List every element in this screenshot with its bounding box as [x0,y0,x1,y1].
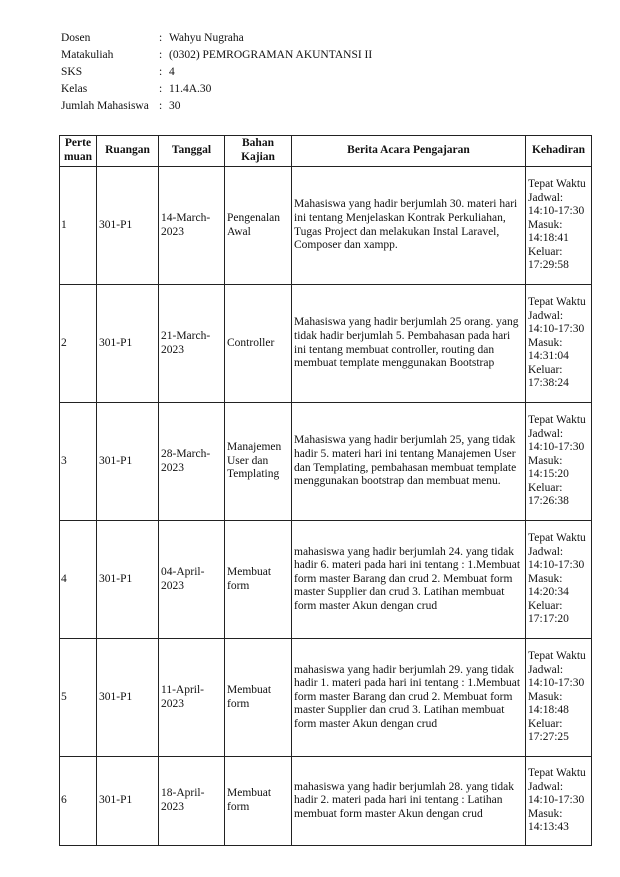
cell-kehadiran: Tepat Waktu Jadwal: 14:10-17:30 Masuk: 14:18:48 Keluar: 17:27:25 [526,639,592,757]
cell-pertemuan: 4 [60,521,97,639]
info-row-kelas [61,81,372,98]
info-row-matakuliah [61,47,372,64]
table-row [60,757,592,846]
column-header-tanggal: Tanggal [159,136,225,167]
cell-pertemuan: 2 [60,285,97,403]
cell-bahan-kajian: Membuat form [225,521,292,639]
table-row [60,521,592,639]
table-row [60,403,592,521]
column-header-berita-acara: Berita Acara Pengajaran [292,136,526,167]
info-value: (0302) PEMROGRAMAN AKUNTANSI II [169,49,373,61]
cell-pertemuan: 3 [60,403,97,521]
info-value: 4 [169,66,175,78]
table-header-row [60,136,592,167]
cell-kehadiran: Tepat Waktu Jadwal: 14:10-17:30 Masuk: 14:18:41 Keluar: 17:29:58 [526,167,592,285]
cell-berita-acara: mahasiswa yang hadir berjumlah 29. yang tidak hadir 1. materi pada hari ini tentang : 1.Membuat form master Barang dan crud 2. Membuat form master Supplier dan crud 3. Latihan membuat form master Akun dengan crud [292,639,526,757]
cell-berita-acara: mahasiswa yang hadir berjumlah 28. yang tidak hadir 2. materi pada hari ini tentang : Latihan membuat form master Akun dengan crud [292,757,526,846]
cell-tanggal: 18-April-2023 [159,757,225,846]
cell-berita-acara: Mahasiswa yang hadir berjumlah 30. materi hari ini tentang Menjelaskan Kontrak Perkuliahan, Tugas Project dan melakukan Instal Laravel, Composer dan xampp. [292,167,526,285]
cell-bahan-kajian: Membuat form [225,639,292,757]
column-header-pertemuan: Perte muan [60,136,97,167]
info-label: Kelas [61,83,88,95]
cell-ruangan: 301-P1 [97,521,159,639]
table-row [60,639,592,757]
cell-pertemuan: 1 [60,167,97,285]
cell-bahan-kajian: Pengenalan Awal [225,167,292,285]
column-header-kehadiran: Kehadiran [526,136,592,167]
table-row [60,167,592,285]
info-separator: : [159,66,163,78]
cell-tanggal: 11-April-2023 [159,639,225,757]
info-row-jumlah-mahasiswa [61,98,372,115]
cell-pertemuan: 6 [60,757,97,846]
column-header-bahan-kajian: Bahan Kajian [225,136,292,167]
teaching-log-table [59,135,592,846]
info-separator: : [159,49,163,61]
cell-berita-acara: Mahasiswa yang hadir berjumlah 25, yang tidak hadir 5. materi hari ini tentang Manajemen User dan Templating, pembahasan membuat template menggunakan bootstrap dan membuat menu. [292,403,526,521]
cell-ruangan: 301-P1 [97,285,159,403]
cell-berita-acara: mahasiswa yang hadir berjumlah 24. yang tidak hadir 6. materi pada hari ini tentang : 1.Membuat form master Barang dan crud 2. Membuat form master Supplier dan crud 3. Latihan membuat form master Akun dengan crud [292,521,526,639]
cell-kehadiran: Tepat Waktu Jadwal: 14:10-17:30 Masuk: 14:13:43 [526,757,592,846]
cell-tanggal: 04-April-2023 [159,521,225,639]
column-header-ruangan: Ruangan [97,136,159,167]
info-value: Wahyu Nugraha [169,32,244,44]
cell-bahan-kajian: Controller [225,285,292,403]
cell-tanggal: 28-March-2023 [159,403,225,521]
course-info [61,30,372,115]
cell-bahan-kajian: Manajemen User dan Templating [225,403,292,521]
info-separator: : [159,32,163,44]
info-label: SKS [61,66,83,78]
cell-kehadiran: Tepat Waktu Jadwal: 14:10-17:30 Masuk: 14:31:04 Keluar: 17:38:24 [526,285,592,403]
table-row [60,285,592,403]
cell-ruangan: 301-P1 [97,167,159,285]
cell-pertemuan: 5 [60,639,97,757]
cell-bahan-kajian: Membuat form [225,757,292,846]
info-row-dosen [61,30,372,47]
info-separator: : [159,83,163,95]
info-label: Dosen [61,32,91,44]
info-separator: : [159,100,163,112]
info-row-sks [61,64,372,81]
cell-kehadiran: Tepat Waktu Jadwal: 14:10-17:30 Masuk: 14:20:34 Keluar: 17:17:20 [526,521,592,639]
cell-kehadiran: Tepat Waktu Jadwal: 14:10-17:30 Masuk: 14:15:20 Keluar: 17:26:38 [526,403,592,521]
info-label: Matakuliah [61,49,114,61]
cell-tanggal: 14-March-2023 [159,167,225,285]
cell-tanggal: 21-March-2023 [159,285,225,403]
info-label: Jumlah Mahasiswa [61,100,149,112]
cell-ruangan: 301-P1 [97,403,159,521]
cell-ruangan: 301-P1 [97,639,159,757]
cell-berita-acara: Mahasiswa yang hadir berjumlah 25 orang. yang tidak hadir berjumlah 5. Pembahasan pada hari ini tentang membuat controller, routing dan membuat template menggunakan Bootstrap [292,285,526,403]
info-value: 30 [169,100,181,112]
cell-ruangan: 301-P1 [97,757,159,846]
info-value: 11.4A.30 [169,83,212,95]
